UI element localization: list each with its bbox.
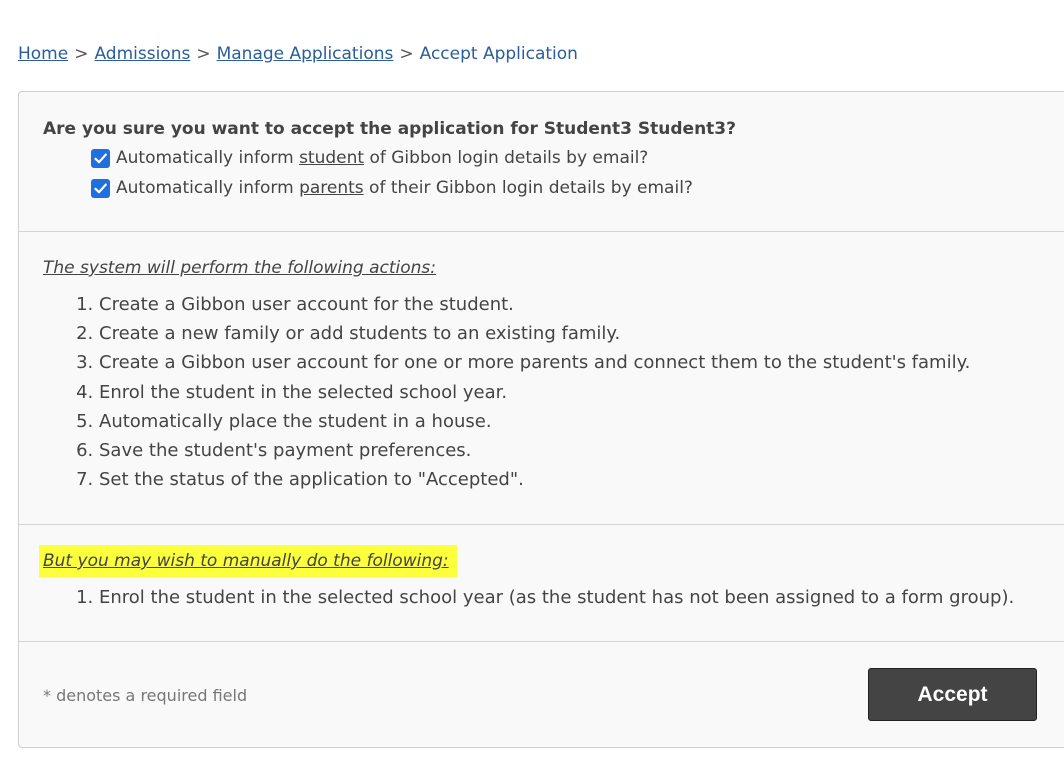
breadcrumb-separator: > <box>399 44 414 64</box>
action-item: 2. Create a new family or add students to an existing family. <box>99 319 970 348</box>
action-item: 7. Set the status of the application to "Accepted". <box>99 465 970 494</box>
manual-item: 1. Enrol the student in the selected school year (as the student has not been assigned to a form group). <box>99 583 1014 612</box>
form-footer <box>19 641 1064 748</box>
parents-link[interactable]: parents <box>299 178 364 198</box>
inform-parents-option[interactable] <box>91 178 693 198</box>
inform-student-option[interactable] <box>91 148 648 168</box>
inform-student-checkbox[interactable] <box>91 149 110 168</box>
checkmark-icon <box>93 151 108 166</box>
inform-parents-prefix: Automatically inform <box>116 178 300 198</box>
required-field-note: * denotes a required field <box>43 686 248 705</box>
action-item: 6. Save the student's payment preferences. <box>99 436 970 465</box>
breadcrumb-home-link[interactable]: Home <box>18 44 69 64</box>
checkmark-icon <box>93 181 108 196</box>
actions-list <box>43 290 970 494</box>
actions-heading: The system will perform the following actions: <box>43 258 436 278</box>
breadcrumb-separator: > <box>196 44 211 64</box>
confirm-question: Are you sure you want to accept the application for Student3 Student3? <box>43 119 736 139</box>
inform-student-prefix: Automatically inform <box>116 148 300 168</box>
manual-heading-highlight: But you may wish to manually do the following: <box>39 545 457 577</box>
manual-list <box>43 583 1014 612</box>
inform-parents-checkbox[interactable] <box>91 179 110 198</box>
action-item: 1. Create a Gibbon user account for the student. <box>99 290 970 319</box>
student-link[interactable]: student <box>299 148 365 168</box>
breadcrumb-separator: > <box>74 44 89 64</box>
manual-heading <box>43 551 457 571</box>
confirm-section <box>19 92 1064 232</box>
breadcrumb <box>18 44 578 64</box>
breadcrumb-current: Accept Application <box>419 44 578 64</box>
accept-button[interactable]: Accept <box>868 668 1037 721</box>
accept-application-form <box>18 91 1064 748</box>
inform-student-suffix: of Gibbon login details by email? <box>364 148 649 168</box>
action-item: 3. Create a Gibbon user account for one or more parents and connect them to the student's family. <box>99 348 970 377</box>
inform-parents-suffix: of their Gibbon login details by email? <box>363 178 693 198</box>
breadcrumb-manage-applications-link[interactable]: Manage Applications <box>216 44 394 64</box>
action-item: 5. Automatically place the student in a house. <box>99 407 970 436</box>
breadcrumb-admissions-link[interactable]: Admissions <box>94 44 191 64</box>
action-item: 4. Enrol the student in the selected school year. <box>99 378 970 407</box>
actions-section <box>19 231 1064 525</box>
manual-section <box>19 524 1064 642</box>
